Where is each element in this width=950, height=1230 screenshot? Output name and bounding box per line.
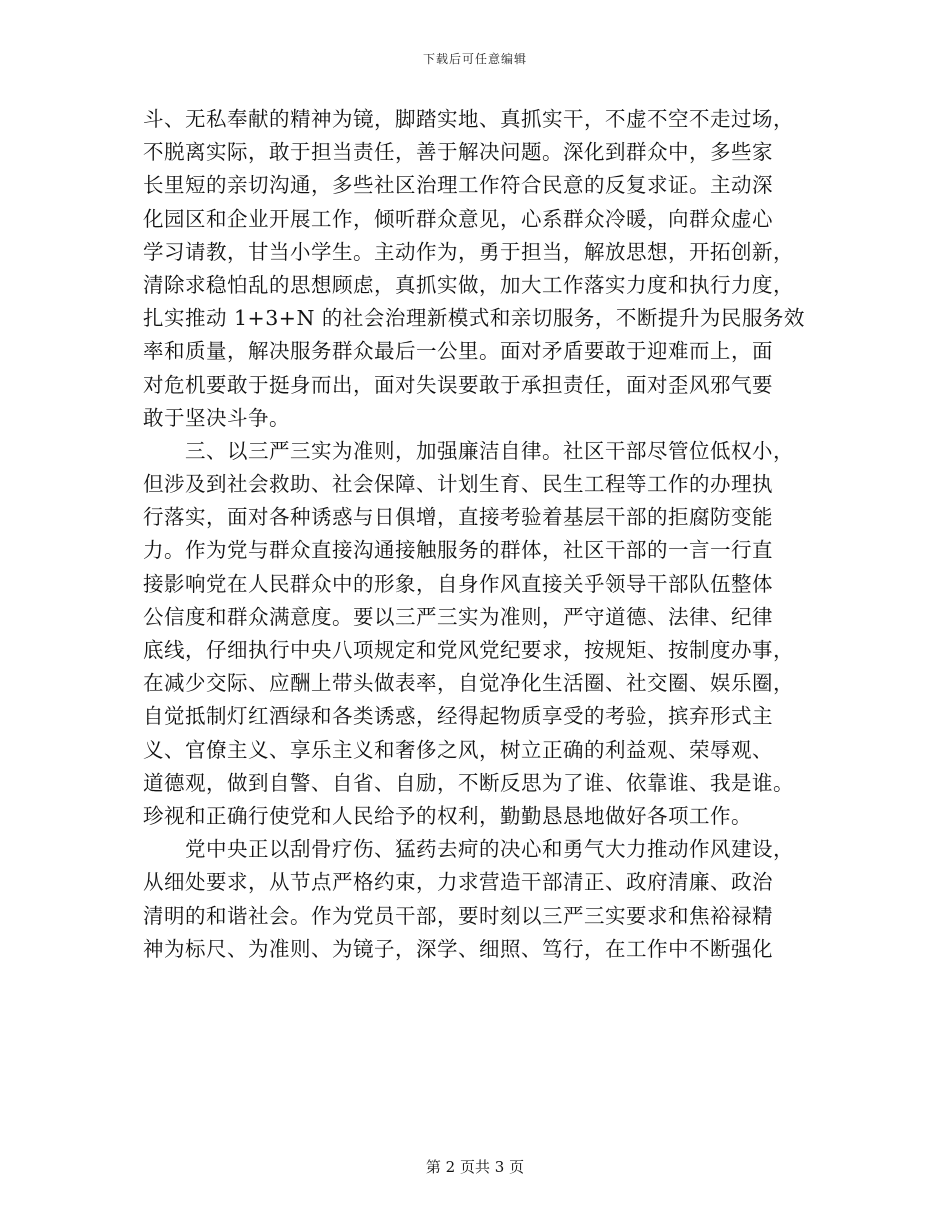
page-header: 下载后可任意编辑 [422, 52, 527, 66]
text-line: 底线，仔细执行中央八项规定和党风党纪要求，按规矩、按制度办事， [143, 638, 794, 662]
text-line: 党中央正以刮骨疗伤、猛药去疴的决心和勇气大力推动作风建设， [185, 837, 794, 862]
text-line: 自觉抵制灯红酒绿和各类诱惑，经得起物质享受的考验，摈弃形式主 [143, 704, 773, 729]
document-body [143, 103, 813, 966]
text-line: 不脱离实际，敢于担当责任，善于解决问题。深化到群众中，多些家 [143, 140, 773, 165]
text-line: 率和质量，解决服务群众最后一公里。面对矛盾要敢于迎难而上，面 [143, 339, 773, 364]
paragraph-conclusion [143, 833, 813, 966]
text-line: 行落实，面对各种诱惑与日俱增，直接考验着基层干部的拒腐防变能 [143, 505, 773, 530]
text-line: 敢于坚决斗争。 [143, 405, 290, 430]
text-line: 珍视和正确行使党和人民给予的权利，勤勤恳恳地做好各项工作。 [143, 803, 752, 828]
text-line: 神为标尺、为准则、为镜子，深学、细照、笃行，在工作中不断强化 [143, 936, 773, 961]
text-line: 三、以三严三实为准则，加强廉洁自律。社区干部尽管位低权小， [185, 438, 794, 463]
text-line: 道德观，做到自警、自省、自励，不断反思为了谁、依靠谁、我是谁。 [143, 770, 794, 795]
text-line: 从细处要求，从节点严格约束，力求营造干部清正、政府清廉、政治 [143, 870, 773, 895]
text-line: 清明的和谐社会。作为党员干部，要时刻以三严三实要求和焦裕禄精 [143, 903, 773, 928]
text-line: 对危机要敢于挺身而出，面对失误要敢于承担责任，面对歪风邪气要 [143, 372, 773, 397]
text-line: 公信度和群众满意度。要以三严三实为准则，严守道德、法律、纪律 [143, 604, 773, 629]
text-line: 清除求稳怕乱的思想顾虑，真抓实做，加大工作落实力度和执行力度， [143, 272, 794, 297]
text-line: 长里短的亲切沟通，多些社区治理工作符合民意的反复求证。主动深 [143, 173, 773, 198]
text-line: 但涉及到社会救助、社会保障、计划生育、民生工程等工作的办理执 [143, 472, 773, 497]
text-line: 力。作为党与群众直接沟通接触服务的群体，社区干部的一言一行直 [143, 538, 773, 563]
text-line: 在减少交际、应酬上带头做表率，自觉净化生活圈、社交圈、娱乐圈， [143, 671, 794, 696]
page-number-footer: 第 2 页共 3 页 [425, 1158, 525, 1176]
text-line: 斗、无私奉献的精神为镜，脚踏实地、真抓实干，不虚不空不走过场， [143, 107, 794, 131]
text-line: 化园区和企业开展工作，倾听群众意见，心系群众冷暖，向群众虚心 [143, 206, 773, 231]
text-line: 扎实推动 1+3+N 的社会治理新模式和亲切服务，不断提升为民服务效 [143, 306, 805, 331]
paragraph-section-three [143, 435, 813, 833]
text-line: 义、官僚主义、享乐主义和奢侈之风，树立正确的利益观、荣辱观、 [143, 737, 773, 762]
text-line: 接影响党在人民群众中的形象，自身作风直接关乎领导干部队伍整体 [143, 571, 773, 596]
paragraph-continuation [143, 103, 813, 435]
text-line: 学习请教，甘当小学生。主动作为，勇于担当，解放思想，开拓创新， [143, 239, 794, 264]
